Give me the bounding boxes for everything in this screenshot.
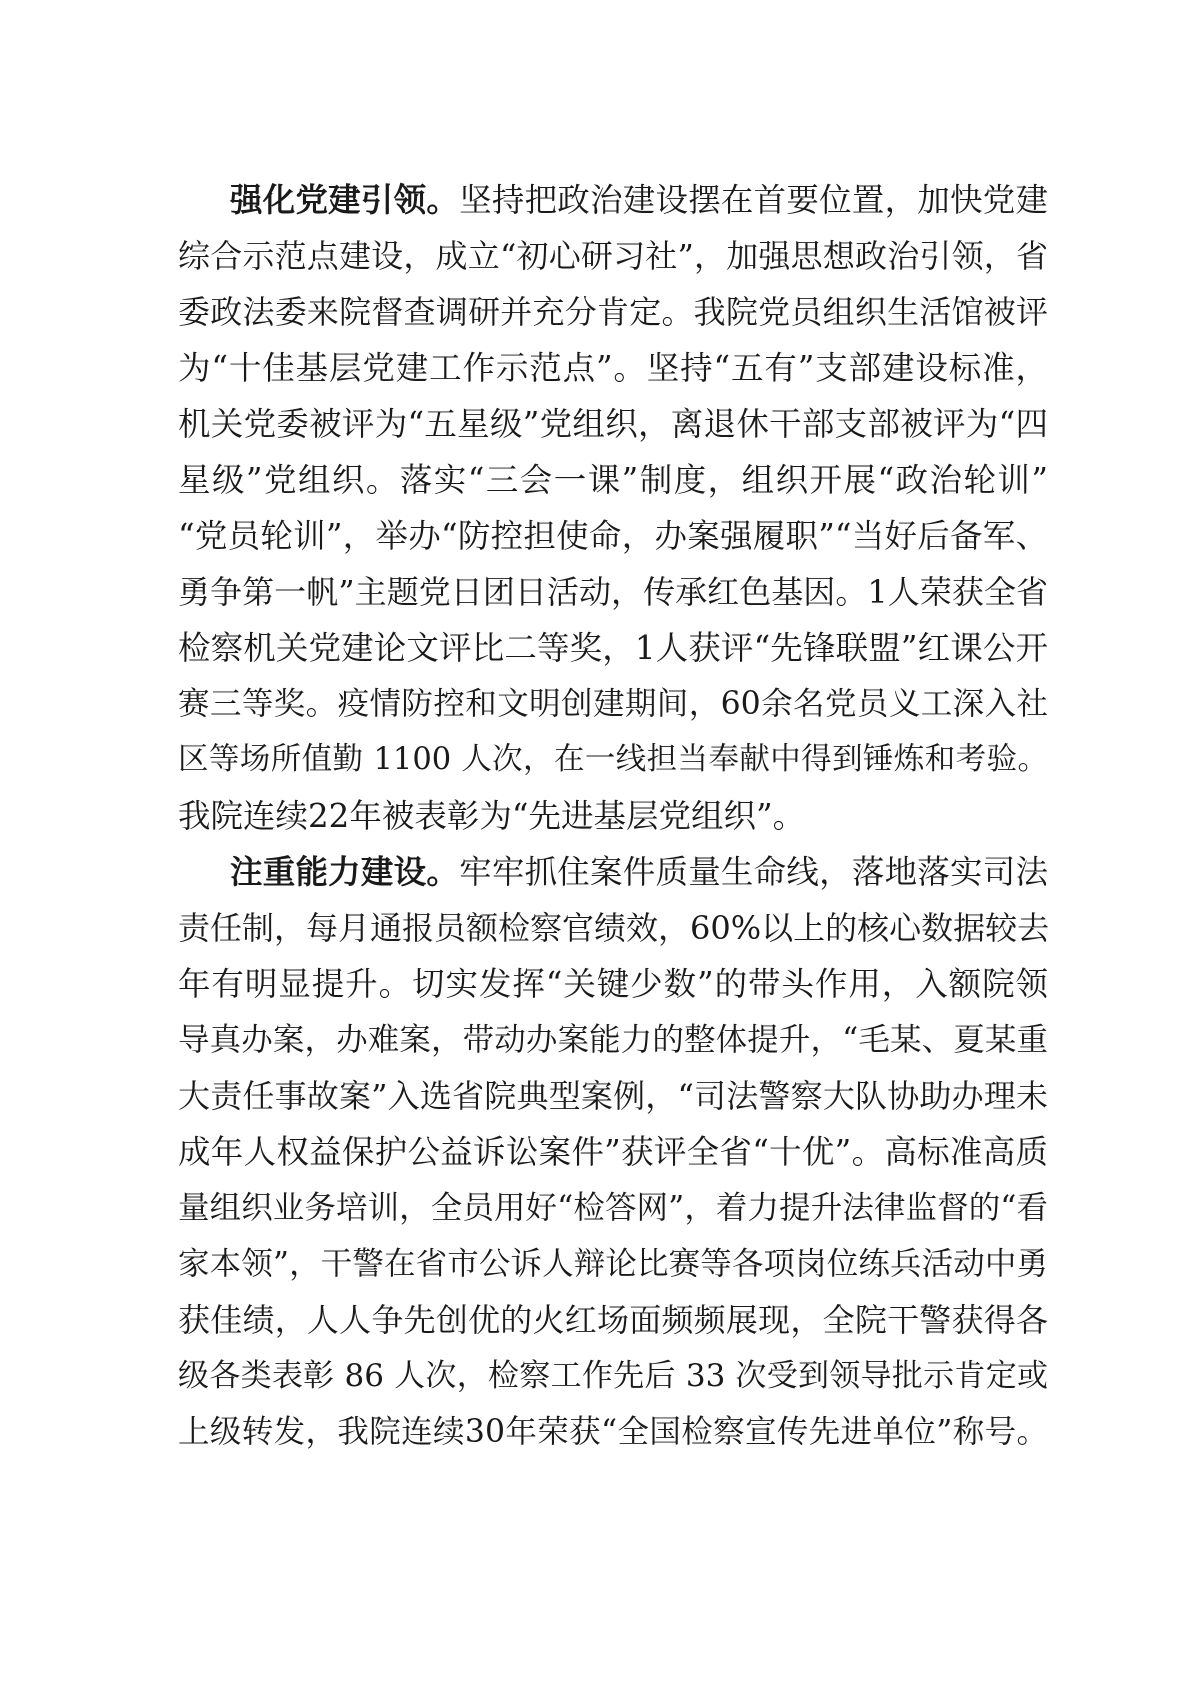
paragraph-line [230, 170, 1048, 230]
paragraph-line: 星级”党组织。落实“三会一课”制度，组织开展“政治轮训” [178, 461, 1048, 499]
paragraph-line: 区等场所值勤 1100 人次，在一线担当奉献中得到锤炼和考验。 [178, 742, 1048, 777]
paragraph-line: 量组织业务培训，全员用好“检答网”，着力提升法律监督的“看 [178, 1190, 1048, 1226]
paragraph-line: 勇争第一帆”主题党日团日活动，传承红色基因。1人荣获全省 [178, 573, 1048, 611]
paragraph-line: “党员轮训”，举办“防控担使命，办案强履职”“当好后备军、 [178, 517, 1048, 555]
paragraph-line: 成年人权益保护公益诉讼案件”获评全省“十优”。高标准高质 [178, 1133, 1048, 1171]
paragraph-line: 大责任事故案”入选省院典型案例，“司法警察大队协助办理未 [178, 1077, 1048, 1115]
paragraph-line: 获佳绩，人人争先创优的火红场面频频展现，全院干警获得各 [178, 1301, 1048, 1339]
paragraph-line: 责任制，每月通报员额检察官绩效，60%以上的核心数据较去 [178, 909, 1050, 947]
paragraph-line: 机关党委被评为“五星级”党组织，离退休干部支部被评为“四 [178, 405, 1048, 443]
paragraph-line [230, 842, 1048, 902]
paragraph-line: 年有明显提升。切实发挥“关键少数”的带头作用，入额院领 [178, 965, 1048, 1003]
paragraph-line: 导真办案，办难案，带动办案能力的整体提升，“毛某、夏某重 [178, 1022, 1048, 1058]
paragraph-text: 牢牢抓住案件质量生命线，落地落实司法 [459, 853, 1048, 891]
paragraph-line: 我院连续22年被表彰为“先进基层党组织”。 [178, 797, 806, 835]
section-heading: 强化党建引领。 [230, 181, 460, 219]
paragraph-line: 赛三等奖。疫情防控和文明创建期间，60余名党员义工深入社 [178, 686, 1048, 722]
paragraph-text: 坚持把政治建设摆在首要位置，加快党建 [459, 181, 1048, 219]
section-heading: 注重能力建设。 [230, 853, 460, 891]
paragraph-line: 检察机关党建论文评比二等奖，1人获评“先锋联盟”红课公开 [178, 629, 1048, 667]
paragraph-line: 为“十佳基层党建工作示范点”。坚持“五有”支部建设标准， [178, 349, 1048, 387]
paragraph-line: 综合示范点建设，成立“初心研习社”，加强思想政治引领，省 [178, 237, 1048, 275]
paragraph-line: 级各类表彰 86 人次，检察工作先后 33 次受到领导批示肯定或 [178, 1358, 1048, 1394]
paragraph-line: 家本领”，干警在省市公诉人辩论比赛等各项岗位练兵活动中勇 [178, 1246, 1048, 1282]
paragraph-line: 委政法委来院督查调研并充分肯定。我院党员组织生活馆被评 [178, 293, 1048, 331]
paragraph-line: 上级转发，我院连续30年荣获“全国检察宣传先进单位”称号。 [178, 1414, 1048, 1450]
